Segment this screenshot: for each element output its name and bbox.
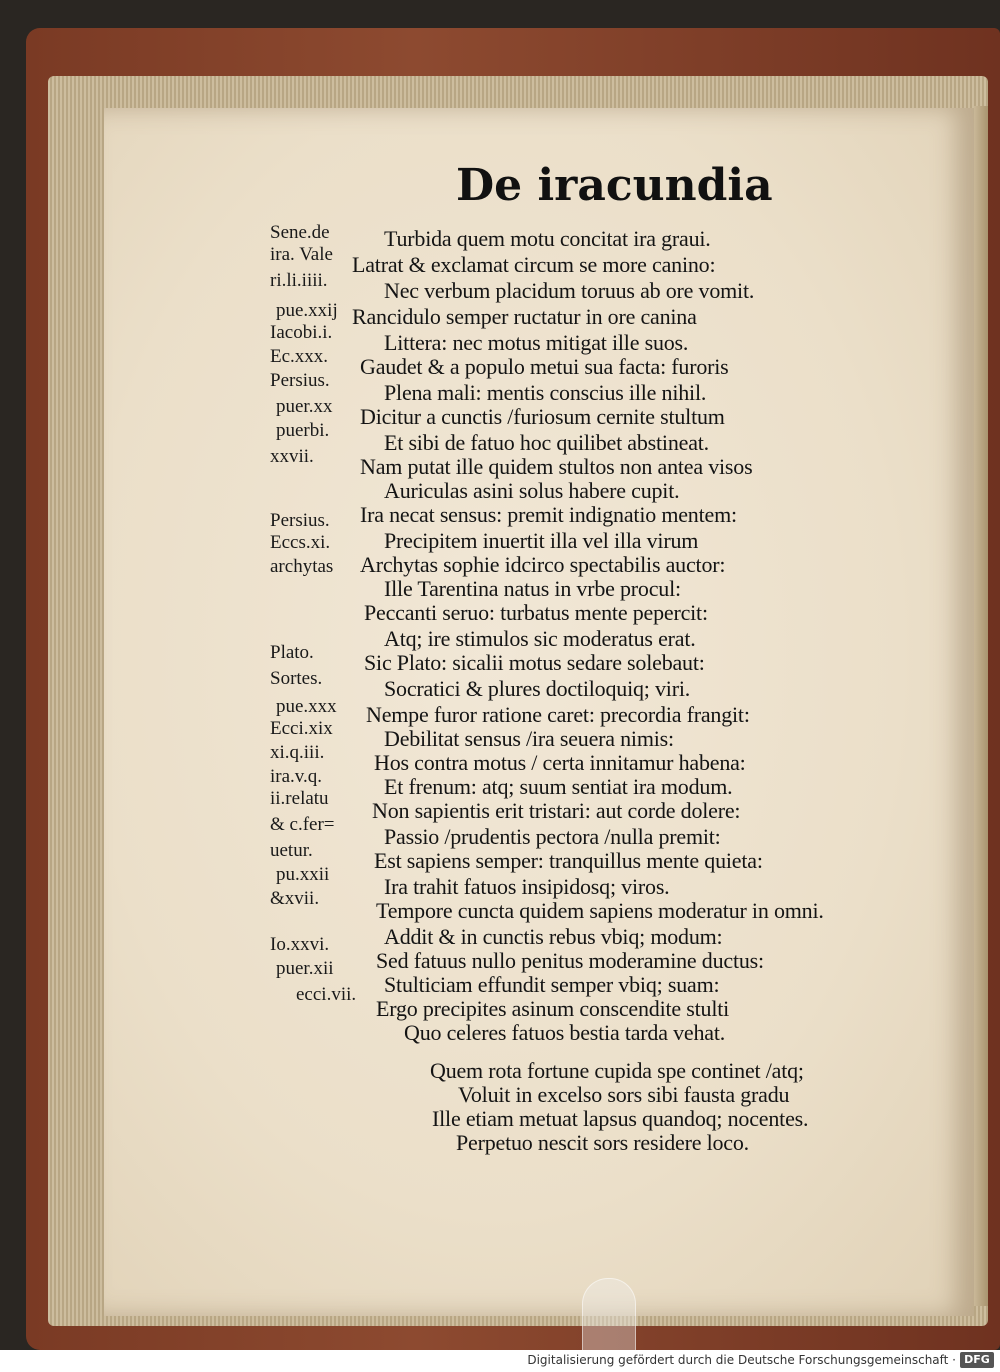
margin-note: pue.xxij: [276, 300, 338, 321]
closing-verse-line: Quem rota fortune cupida spe continet /atq;: [430, 1058, 804, 1083]
dfg-logo[interactable]: DFG: [960, 1352, 994, 1368]
verse-line: Precipitem inuertit illa vel illa virum: [384, 528, 699, 553]
closing-verse-line: Perpetuo nescit sors residere loco.: [456, 1130, 749, 1155]
verse-line: Et frenum: atq; suum sentiat ira modum.: [384, 774, 733, 799]
margin-note: Sene.de: [270, 222, 330, 243]
verse-line: Auriculas asini solus habere cupit.: [384, 478, 680, 503]
verse-line: Socratici & plures doctiloquiq; viri.: [384, 676, 691, 701]
margin-note: &xvii.: [270, 888, 320, 909]
margin-note: Persius.: [270, 370, 330, 391]
verse-line: Rancidulo semper ructatur in ore canina: [352, 304, 697, 329]
page-clip: [582, 1278, 636, 1352]
closing-verse-line: Voluit in excelso sors sibi fausta gradu: [458, 1082, 790, 1107]
verse-line: Gaudet & a populo metui sua facta: furoris: [360, 354, 729, 379]
verse-line: Latrat & exclamat circum se more canino:: [352, 252, 716, 277]
footer-bar: [0, 1350, 1000, 1372]
verse-line: Non sapientis erit tristari: aut corde dolere:: [372, 798, 741, 823]
margin-note: pue.xxx: [276, 696, 337, 717]
verse-line: Ille Tarentina natus in vrbe procul:: [384, 576, 681, 601]
verse-line: Stulticiam effundit semper vbiq; suam:: [384, 972, 720, 997]
margin-note: pu.xxii: [276, 864, 330, 885]
verse-line: Littera: nec motus mitigat ille suos.: [384, 330, 689, 355]
page-gutter: [974, 106, 988, 1306]
margin-note: puer.xii: [276, 958, 334, 979]
margin-note: Plato.: [270, 642, 314, 663]
margin-note: ri.li.iiii.: [270, 270, 328, 291]
verse-line: Ira trahit fatuos insipidosq; viros.: [384, 874, 670, 899]
verse-line: Dicitur a cunctis /furiosum cernite stultum: [360, 404, 725, 429]
verse-line: Archytas sophie idcirco spectabilis auctor:: [360, 552, 726, 577]
margin-note: Io.xxvi.: [270, 934, 330, 955]
footer-credit: Digitalisierung gefördert durch die Deutsche Forschungsgemeinschaft ·: [527, 1353, 956, 1367]
verse-line: Peccanti seruo: turbatus mente pepercit:: [364, 600, 708, 625]
verse-line: Nec verbum placidum toruus ab ore vomit.: [384, 278, 755, 303]
verse-line: Quo celeres fatuos bestia tarda vehat.: [404, 1020, 726, 1045]
margin-note: archytas: [270, 556, 334, 577]
verse-line: Passio /prudentis pectora /nulla premit:: [384, 824, 721, 849]
margin-note: Iacobi.i.: [270, 322, 333, 343]
verse-line: Ira necat sensus: premit indignatio mentem:: [360, 502, 737, 527]
margin-note: ira. Vale: [270, 244, 333, 265]
verse-line: Hos contra motus / certa innitamur habena:: [374, 750, 746, 775]
verse-line: Et sibi de fatuo hoc quilibet abstineat.: [384, 430, 709, 455]
margin-note: xi.q.iii.: [270, 742, 325, 763]
verse-line: Est sapiens semper: tranquillus mente quieta:: [374, 848, 763, 873]
verse-line: Atq; ire stimulos sic moderatus erat.: [384, 626, 696, 651]
verse-line: Plena mali: mentis conscius ille nihil.: [384, 380, 707, 405]
verse-line: Turbida quem motu concitat ira graui.: [384, 226, 711, 251]
margin-note: Eccs.xi.: [270, 532, 331, 553]
verse-line: Addit & in cunctis rebus vbiq; modum:: [384, 924, 723, 949]
margin-note: puerbi.: [276, 420, 330, 441]
margin-note: ecci.vii.: [296, 984, 357, 1005]
verse-line: Ergo precipites asinum conscendite stulti: [376, 996, 730, 1021]
margin-note: xxvii.: [270, 446, 314, 467]
page-title: De iracundia: [456, 160, 773, 211]
margin-note: Sortes.: [270, 668, 323, 689]
verse-line: Sed fatuus nullo penitus moderamine ductus:: [376, 948, 764, 973]
margin-note: ira.v.q.: [270, 766, 323, 787]
verse-line: Tempore cuncta quidem sapiens moderatur in omni.: [376, 898, 824, 923]
margin-note: & c.fer=: [270, 814, 335, 835]
verse-line: Debilitat sensus /ira seuera nimis:: [384, 726, 674, 751]
margin-note: ii.relatu: [270, 788, 329, 809]
verse-line: Nam putat ille quidem stultos non antea visos: [360, 454, 753, 479]
margin-note: puer.xx: [276, 396, 333, 417]
verse-line: Sic Plato: sicalii motus sedare solebaut:: [364, 650, 705, 675]
margin-note: Persius.: [270, 510, 330, 531]
margin-note: Ecci.xix: [270, 718, 333, 739]
margin-note: Ec.xxx.: [270, 346, 329, 367]
margin-note: uetur.: [270, 840, 313, 861]
closing-verse-line: Ille etiam metuat lapsus quandoq; nocentes.: [432, 1106, 809, 1131]
verse-line: Nempe furor ratione caret: precordia frangit:: [366, 702, 750, 727]
